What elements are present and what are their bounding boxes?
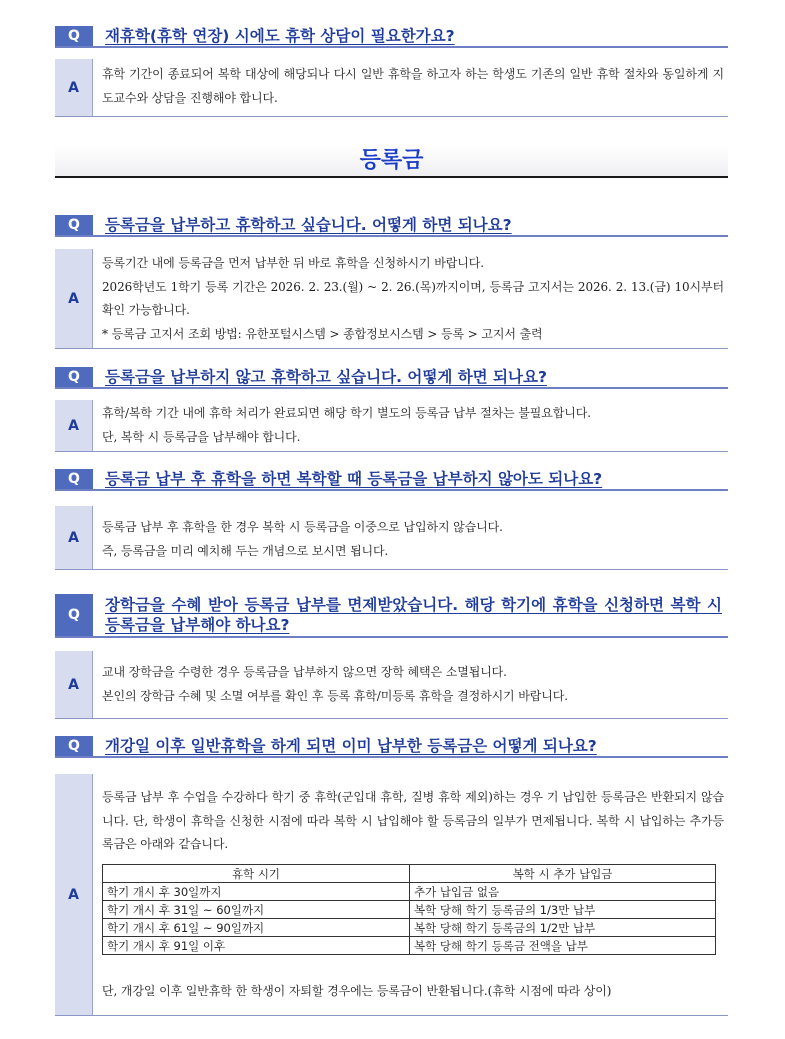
fee-table	[102, 864, 716, 955]
question-badge: Q	[55, 215, 93, 235]
table-cell: 복학 당해 학기 등록금의 1/2만 납부	[410, 919, 716, 937]
question-badge: Q	[55, 736, 93, 756]
table-row	[103, 937, 716, 955]
question-row	[55, 469, 728, 491]
table-header: 복학 시 추가 납입금	[410, 865, 716, 883]
answer-badge: A	[55, 774, 93, 1015]
answer-text	[102, 516, 724, 563]
answer-line: 교내 장학금을 수령한 경우 등록금을 납부하지 않으면 장학 혜택은 소멸됩니다.	[102, 665, 507, 679]
answer-badge: A	[55, 249, 93, 348]
answer-text	[102, 786, 724, 857]
question-badge: Q	[55, 469, 93, 489]
question-text: 장학금을 수혜 받아 등록금 납부를 면제받았습니다. 해당 학기에 휴학을 신청하면 복학 시 등록금을 납부해야 하나요?	[105, 596, 722, 634]
question-row	[55, 594, 728, 638]
answer-block	[55, 59, 728, 117]
question-badge: Q	[55, 594, 93, 636]
table-cell: 학기 개시 후 61일 ~ 90일까지	[103, 919, 410, 937]
answer-intro: 등록금 납부 후 수업을 수강하다 학기 중 휴학(군입대 휴학, 질병 휴학 제외)하는 경우 기 납입한 등록금은 반환되지 않습니다. 단, 학생이 휴학을 신청한 시점에 따라 복학 시 납입해야 할 등록금의 일부가 면제됩니다. 복학 시 납입하는 추가등록금은 아래와 같습니다.	[102, 790, 724, 851]
answer-line: 단, 복학 시 등록금을 납부해야 합니다.	[102, 429, 301, 444]
question-text: 등록금을 납부하고 휴학하고 싶습니다. 어떻게 하면 되나요?	[105, 216, 512, 234]
answer-text	[102, 252, 724, 346]
question-text: 재휴학(휴학 연장) 시에도 휴학 상담이 필요한가요?	[105, 27, 455, 45]
table-cell: 학기 개시 후 31일 ~ 60일까지	[103, 901, 410, 919]
question-text: 개강일 이후 일반휴학을 하게 되면 이미 납부한 등록금은 어떻게 되나요?	[105, 737, 597, 755]
answer-badge: A	[55, 400, 93, 451]
answer-note: * 등록금 고지서 조회 방법: 유한포털시스템 > 종합정보시스템 > 등록 > 고지서 출력	[102, 326, 543, 341]
answer-line: 즉, 등록금을 미리 예치해 두는 개념으로 보시면 됩니다.	[102, 543, 389, 558]
table-cell: 학기 개시 후 91일 이후	[103, 937, 410, 955]
answer-badge: A	[55, 506, 93, 569]
answer-line: 등록기간 내에 등록금을 먼저 납부한 뒤 바로 휴학을 신청하시기 바랍니다.	[102, 256, 484, 270]
answer-line: 등록금 납부 후 휴학을 한 경우 복학 시 등록금을 이중으로 납입하지 않습니다.	[102, 520, 503, 534]
question-text: 등록금 납부 후 휴학을 하면 복학할 때 등록금을 납부하지 않아도 되나요?	[105, 470, 603, 488]
question-row	[55, 215, 728, 237]
table-row	[103, 883, 716, 901]
table-header: 휴학 시기	[103, 865, 410, 883]
answer-line: 본인의 장학금 수혜 및 소멸 여부를 확인 후 등록 휴학/미등록 휴학을 결정하시기 바랍니다.	[102, 688, 568, 703]
table-cell: 학기 개시 후 30일까지	[103, 883, 410, 901]
answer-line: 휴학 기간이 종료되어 복학 대상에 해당되나 다시 일반 휴학을 하고자 하는 학생도 기존의 일반 휴학 절차와 동일하게 지도교수와 상담을 진행해야 합니다.	[102, 67, 724, 105]
answer-text	[102, 63, 724, 110]
section-title: 등록금	[55, 146, 728, 178]
answer-line: 2026학년도 1학기 등록 기간은 2026. 2. 23.(월) ~ 2. 26.(목)까지이며, 등록금 고지서는 2026. 2. 13.(금) 10시부터 확인 가능합니다.	[102, 279, 724, 317]
answer-block	[55, 774, 728, 1016]
question-badge: Q	[55, 367, 93, 387]
question-row	[55, 367, 728, 389]
question-row	[55, 736, 728, 758]
table-cell: 복학 당해 학기 등록금 전액을 납부	[410, 937, 716, 955]
answer-text	[102, 980, 724, 1004]
answer-outro: 단, 개강일 이후 일반휴학 한 학생이 자퇴할 경우에는 등록금이 반환됩니다.(휴학 시점에 따라 상이)	[102, 984, 612, 998]
answer-block	[55, 249, 728, 349]
answer-line: 휴학/복학 기간 내에 휴학 처리가 완료되면 해당 학기 별도의 등록금 납부 절차는 불필요합니다.	[102, 406, 591, 420]
answer-badge: A	[55, 651, 93, 718]
table-row	[103, 919, 716, 937]
question-row	[55, 26, 728, 48]
answer-block	[55, 506, 728, 570]
answer-text	[102, 402, 724, 449]
table-header-row	[103, 865, 716, 883]
answer-block	[55, 651, 728, 719]
answer-block	[55, 400, 728, 452]
table-cell: 추가 납입금 없음	[410, 883, 716, 901]
question-text: 등록금을 납부하지 않고 휴학하고 싶습니다. 어떻게 하면 되나요?	[105, 368, 547, 386]
answer-text	[102, 661, 724, 708]
answer-badge: A	[55, 59, 93, 116]
table-cell: 복학 당해 학기 등록금의 1/3만 납부	[410, 901, 716, 919]
table-row	[103, 901, 716, 919]
question-badge: Q	[55, 26, 93, 46]
